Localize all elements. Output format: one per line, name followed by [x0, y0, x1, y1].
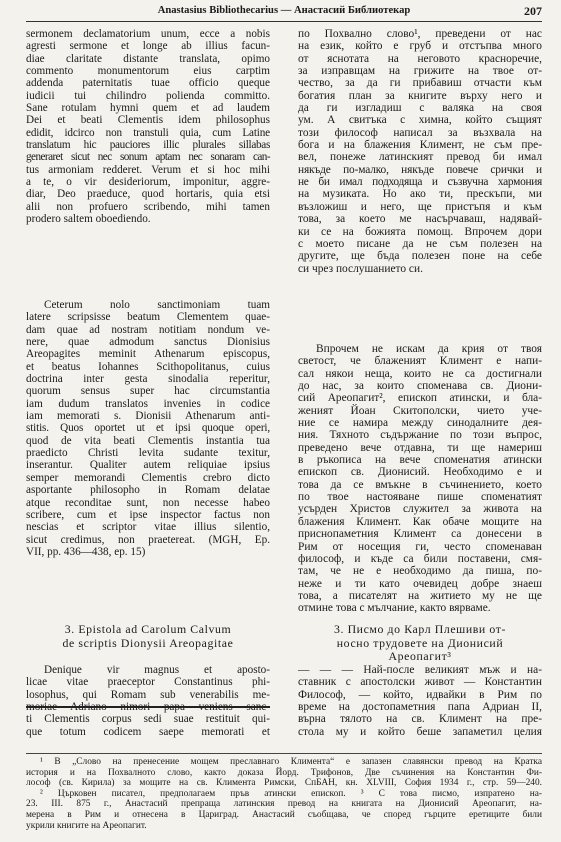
text-line: a te, o vir desideriorum, imponitur, aggre-: [26, 176, 270, 189]
text-line: asportante philosopho in Romam delatae: [26, 484, 270, 497]
text-line: Рим от носещия ги, често споменаван: [298, 540, 542, 553]
text-line: addenda paternitatis tuae officio queque: [26, 77, 270, 90]
text-line: ум. А свитъка с химна, който същият: [298, 114, 542, 127]
section-3-bulgarian-title: [298, 623, 542, 664]
text-line: praedicto Christi levita sudante texitur,: [26, 447, 270, 460]
title-line: 3. Писмо до Карл Плешиви от-: [333, 622, 507, 636]
text-line: неже и ти като очевидец добре знаеш: [298, 577, 542, 590]
footnote-line: лософ (св. Кирила) за мощите на св. Климента Римски, СпБАН, кн. XLVIII, София 1934 г., стр. 59—240.: [26, 778, 542, 789]
text-line: ние се намира между синодалните дея-: [298, 417, 542, 430]
title-line: de scriptis Dionysii Areopagitae: [62, 635, 234, 650]
text-line: Dei et beati Clementis idem philosophus: [26, 114, 270, 127]
text-line: iam dudum translatos invenies in codice: [26, 397, 270, 410]
text-line: по Похвално слово¹, преведени от нас: [298, 28, 542, 40]
text-line: Впрочем не искам да крия от твоя: [316, 343, 542, 355]
text-line: doctrina inter gesta sinodalia reperitur,: [26, 373, 270, 386]
text-line: et beatus Iohannes Scithopolitanus, cuius: [26, 360, 270, 373]
page-number: 207: [524, 4, 542, 18]
text-line: nescias et scriptor vitae illius silentio,: [26, 521, 270, 534]
text-line: — — — Най-после великият мъж и на-: [298, 664, 542, 676]
footnotes: [26, 757, 542, 831]
text-line: losophus, qui Romam sub venerabilis me-: [26, 688, 270, 701]
text-line: prodero saltem oboediendo.: [26, 213, 151, 226]
text-line: VII, pp. 436—438, ep. 15): [26, 545, 146, 558]
title-line: 3. Epistola ad Carolum Calvum: [64, 622, 232, 636]
title-line: Ареопагит³: [388, 649, 452, 663]
text-line: светост, че блаженият Климент е напи-: [298, 355, 542, 368]
text-line: inserantur. Qualiter autem reliquiae ipsius: [26, 459, 270, 472]
text-line: stitis. Quos oportet ut et ipsi quoque operi,: [26, 422, 270, 435]
text-line: translatum hic pauciores illic plurales sillabas: [26, 139, 270, 152]
text-line: това да се вмъкне в съчинението, което: [298, 478, 542, 491]
text-line: commento monumentorum eius carptim: [26, 65, 270, 78]
text-line: ставник с апостолски живот — Константин: [298, 676, 542, 689]
text-line: ti Clementis corpus sedi suae restituit qui-: [26, 713, 270, 726]
text-line: licae vitae praeceptor Constantinus phi-: [26, 676, 270, 689]
text-line: atque reconditae sunt, non necesse habeo: [26, 496, 270, 509]
text-line: този философ написал за възхвала на: [298, 126, 542, 139]
text-line: sicut credimus, non praetereat. (MGH, Ep.: [26, 533, 270, 546]
text-line: епископ св. Дионисий. Необходимо е и: [298, 466, 542, 479]
text-line: не би имал подходяща и съзвучна хармония: [298, 176, 542, 189]
title-line: носно трудовете на Дионисий: [336, 635, 504, 650]
running-header: [26, 4, 542, 22]
text-line: другите, ще бъда полезен поне на себе: [298, 250, 542, 263]
text-line: edidit, idcirco non transtuli quia, cum Latine: [26, 126, 270, 139]
text-line: agresti sermone et longe ab illius facun-: [26, 40, 270, 53]
text-line: scribere, cum et ipse inspector factus non: [26, 508, 270, 521]
footnote-line: ¹ В „Слово на пренесение мощем преславнаго Климента“ е запазен славянски превод на Кратка: [40, 757, 542, 767]
text-line: някъде по-малко, някъде повече срички и: [298, 163, 542, 176]
text-line: moriae Adriano nimori papa veniens sanc-: [26, 701, 270, 714]
footnote-divider: [26, 753, 542, 754]
latin-paragraph-1: [26, 28, 270, 226]
footnote-line: укрили книгите на Ареопагит.: [26, 820, 147, 831]
text-line: iudicii tui chilindro polienda committo.: [26, 89, 270, 102]
text-line: възложиш и него, ще пристъпя и към: [298, 200, 542, 213]
section-3-bulgarian-text: [298, 664, 542, 738]
text-line: Denique vir magnus et aposto-: [44, 664, 270, 676]
text-line: Философ, — който, идвайки в Рим по: [298, 688, 542, 701]
text-line: това, а писателят на житието му не ще: [298, 589, 542, 602]
text-line: latere scripsisse beatum Clementem quae-: [26, 311, 270, 324]
text-line: quorum sensus super hac circumstantia: [26, 385, 270, 398]
text-line: на език, който е груб и отстъпва много: [298, 40, 542, 53]
footnote-line: 23. III. 875 г., Анастасий препраща латинския превод на книгата на Дионисий Ареопагит, на-: [26, 799, 542, 810]
text-line: tus armoniam redderet. Verum et si hoc mihi: [26, 163, 270, 176]
text-line: женият Йоан Скитополски, чието уче-: [298, 404, 542, 417]
bulgarian-paragraph-1: [298, 28, 542, 275]
text-line: Areopagites meminit Athenarum episcopus,: [26, 348, 270, 361]
text-line: сий Ареопагит², епископ атински, и бла-: [298, 392, 542, 405]
text-line: отмине това с мълчание, както вярваме.: [298, 602, 491, 615]
text-line: бога и на блажения Климент, не съм пре-: [298, 139, 542, 152]
text-line: вел, понеже латинският превод би имал: [298, 151, 542, 164]
text-line: до нас, за които споменава св. Диони-: [298, 380, 542, 393]
text-line: diae claritate distante translata, opimo: [26, 52, 270, 65]
bulgarian-paragraph-2: [298, 343, 542, 615]
footnote-line: история и на Похвалното слово, както доказа Йорд. Трифонов, Две съчинения на Константин Фи-: [26, 767, 542, 778]
text-line: там, че не е необходимо да пиша, по-: [298, 565, 542, 578]
section-3-latin-text: [26, 664, 270, 738]
text-line: generaret sicut nec sonum aptam nec sonaram can-: [26, 151, 270, 164]
text-line: que totum codicem saepe memorati et: [26, 725, 270, 738]
text-line: от яснотата на неговото красноречие,: [298, 52, 542, 65]
text-line: приснопаметния Климент са донесени в: [298, 528, 542, 541]
section-3-latin-title: [26, 623, 270, 650]
text-line: quod de vita beati Clementis instantia tua: [26, 434, 270, 447]
text-line: alii non profuero scribendo, mihi tamen: [26, 200, 270, 213]
text-line: в ръкописа на вече споменатия атински: [298, 454, 542, 467]
text-line: върна тялото на св. Климент на пре-: [298, 713, 542, 726]
text-line: да ги изгладиш с валяка на своя: [298, 102, 542, 115]
text-line: за изправщам на грижите на твое от-: [298, 65, 542, 78]
running-title: Anastasius Bibliothecarius — Анастасий Библиотекар: [157, 5, 411, 16]
text-line: Ceterum nolo sanctimoniam tuam: [44, 299, 270, 311]
text-line: sermonem declamatorium unum, ecce a nobis: [26, 28, 270, 40]
text-line: с моето писане да не съм полезен на: [298, 237, 542, 250]
text-line: semper memorandi Clementis crebro dicto: [26, 471, 270, 484]
footnote-line: ² Църковен писател, предполагаем пръв атински епископ. ³ С това писмо, изпратено на-: [40, 788, 542, 799]
text-line: това, за което ме насърчаваш, надявай-: [298, 213, 542, 226]
text-line: dam quae ad nostram notitiam nondum ve-: [26, 323, 270, 336]
footnote-line: мерена в Рим и отнесена в Цариград. Анастасий съобщава, че според гърците еретиците били: [26, 809, 542, 820]
latin-paragraph-2: [26, 299, 270, 558]
text-line: ния. Тяхното съдържание по този въпрос,: [298, 429, 542, 442]
text-line: сал някои неща, които не са достигнали: [298, 367, 542, 380]
text-line: Sane rotulam hymni quem et ad laudem: [26, 102, 270, 115]
text-line: си чрез послушанието си.: [298, 262, 423, 275]
text-line: преведено вече отдавна, ти ще намериш: [298, 441, 542, 454]
text-line: време на достопаметния папа Адриан II,: [298, 701, 542, 714]
text-line: блажения Климент. Как обаче мощите на: [298, 515, 542, 528]
text-line: по твое настояване пише споменатият: [298, 491, 542, 504]
text-line: nere, quae admodum sanctus Dionisius: [26, 336, 270, 349]
text-line: философ, и къде са били поставени, смя-: [298, 552, 542, 565]
text-line: iam memorati s. Dionisii Athenarum anti-: [26, 410, 270, 423]
text-line: на музиката. Но ако ти, прескъпи, ми: [298, 188, 542, 201]
text-line: стола му и който беше запаметил целия: [298, 725, 542, 738]
text-line: diar, Deo praeduce, quod hortaris, quia etsi: [26, 188, 270, 201]
text-line: ки се на божията помощ. Впрочем дори: [298, 225, 542, 238]
text-line: усърден Христов служител за живота на: [298, 503, 542, 516]
text-line: чество, за да ги прибавиш отчасти към: [298, 77, 542, 90]
text-line: богатия план за книгите върху него и: [298, 89, 542, 102]
